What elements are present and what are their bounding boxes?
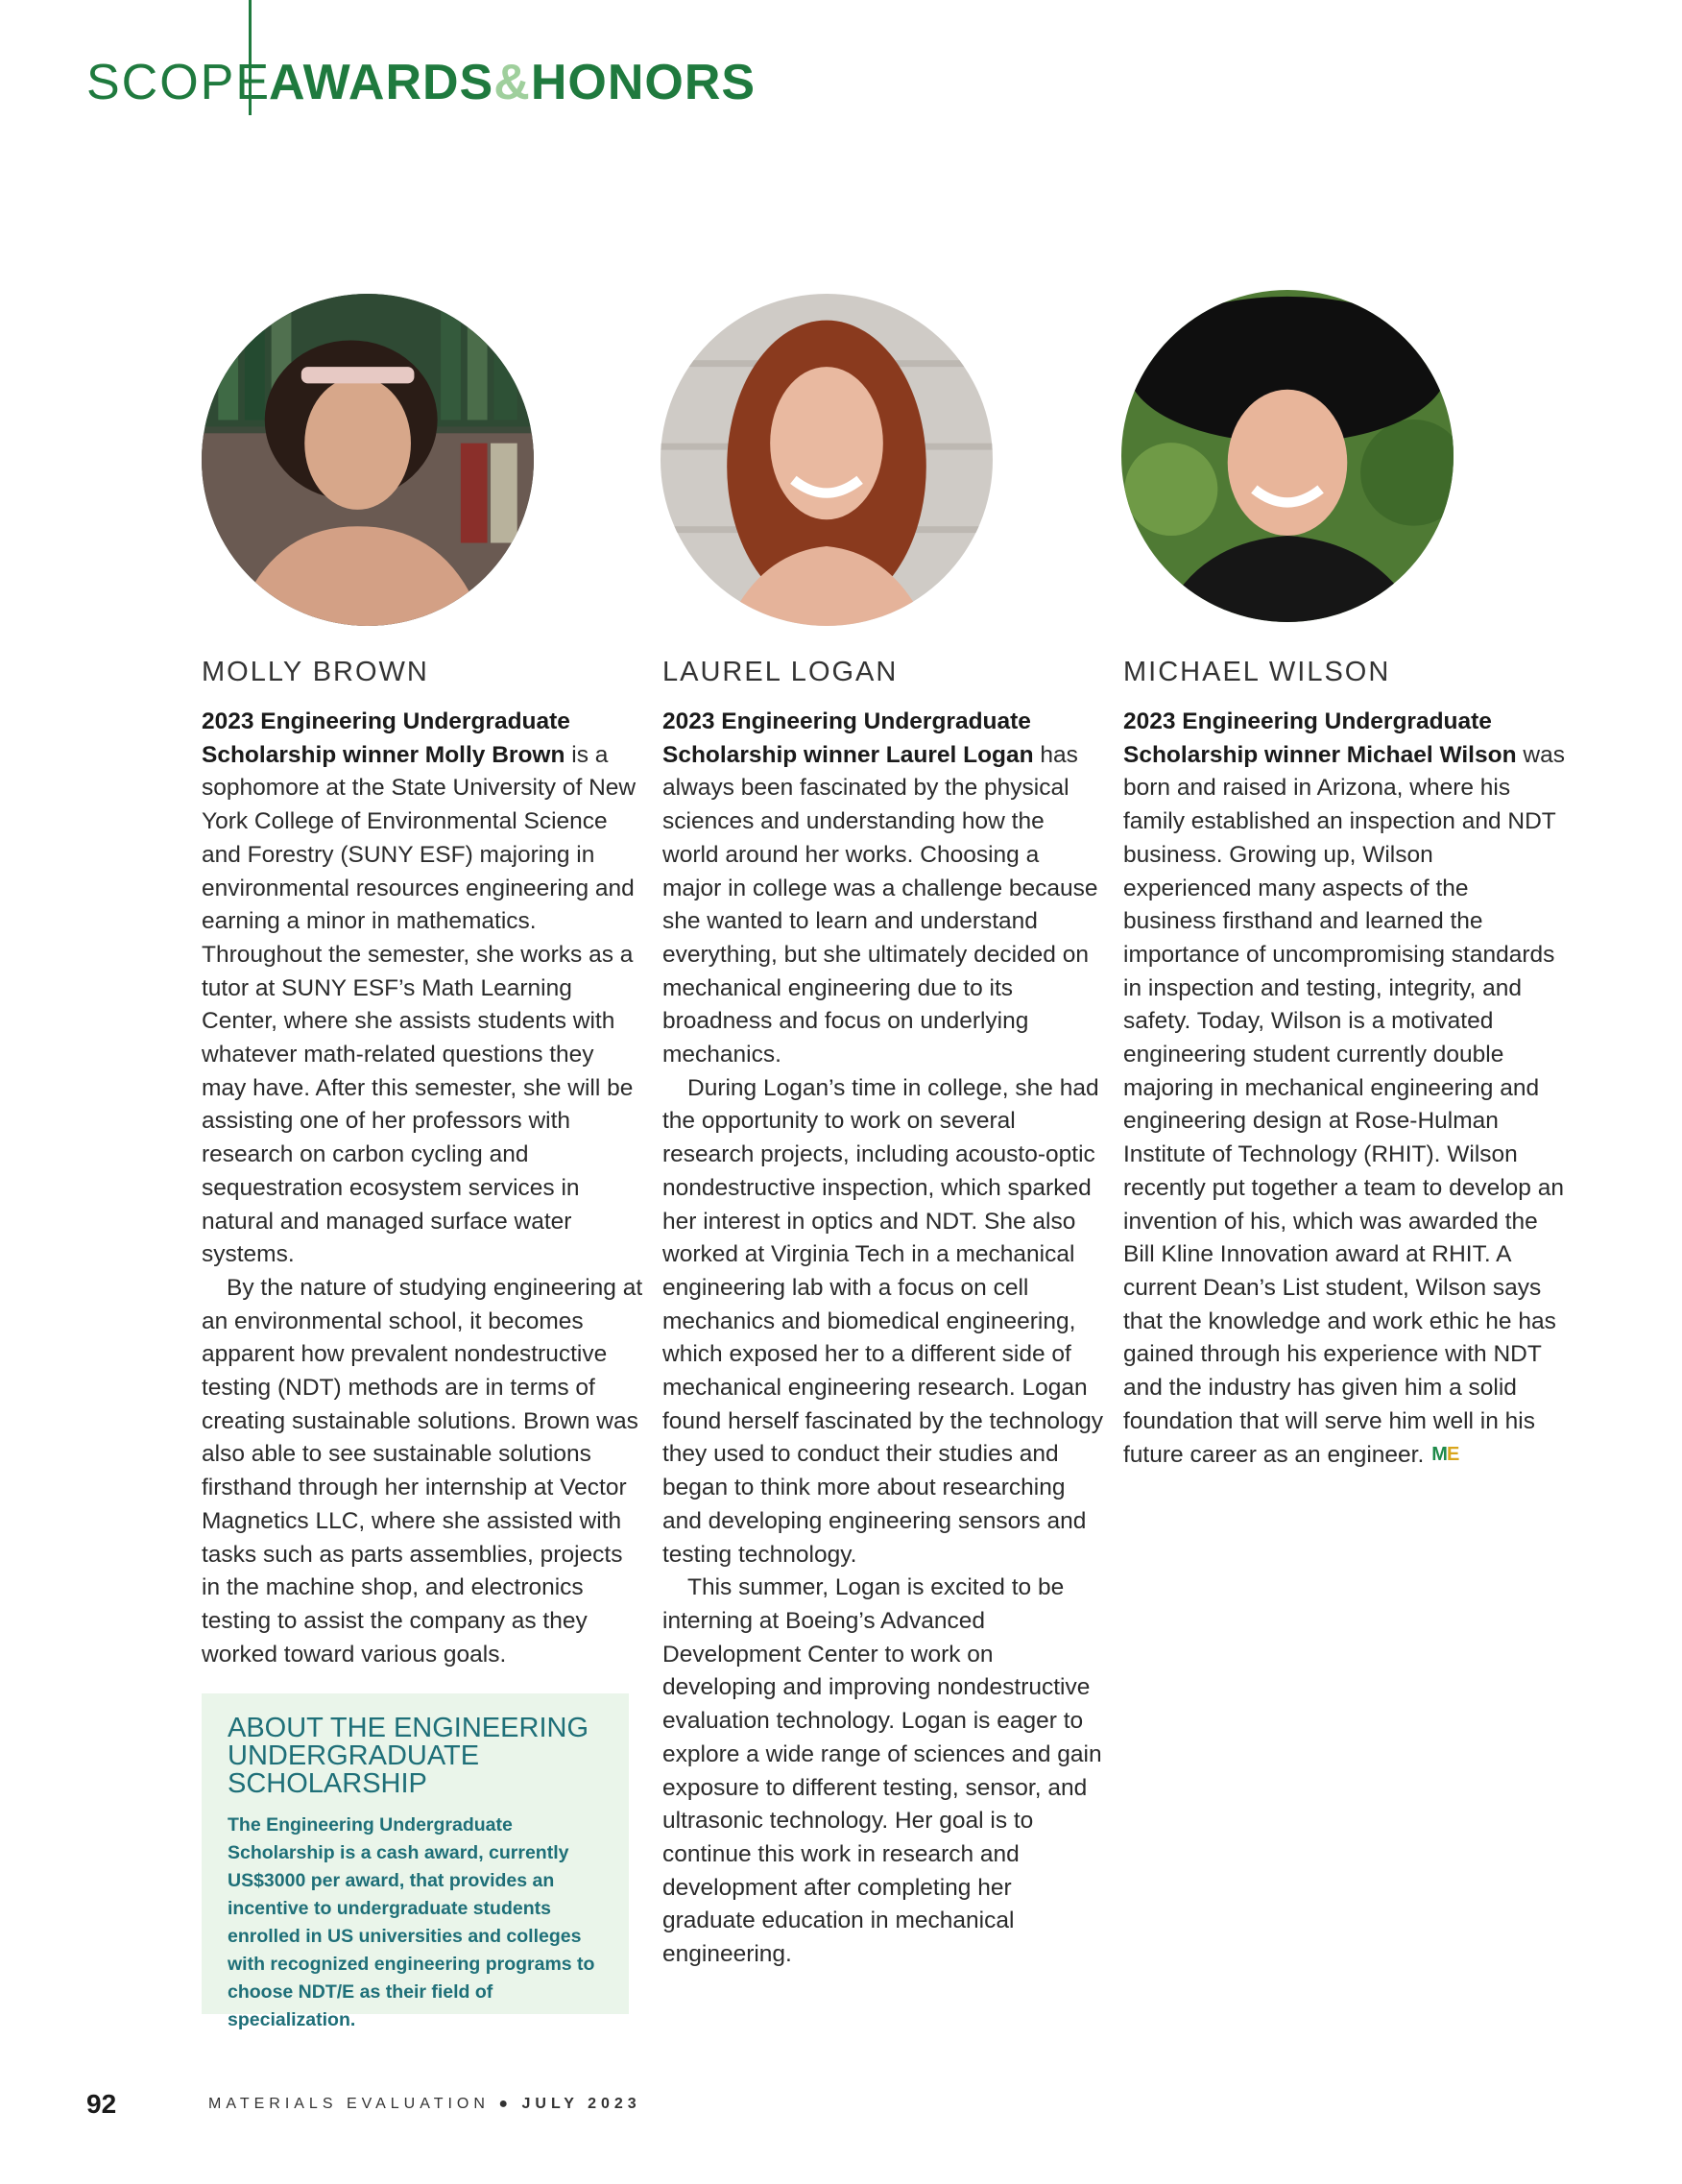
- page-number: 92: [86, 2089, 117, 2119]
- profile-lead: 2023 Engineering Undergraduate Scholarship winner Laurel Logan: [662, 708, 1034, 768]
- running-footer: MATERIALS EVALUATION ● JULY 2023: [208, 2096, 641, 2112]
- portrait-laurel-logan: [661, 294, 993, 626]
- profile-name: LAUREL LOGAN: [662, 657, 899, 687]
- profile-lead: 2023 Engineering Undergraduate Scholarship winner Michael Wilson: [1123, 708, 1517, 768]
- info-box-title: ABOUT THE ENGINEERING UNDERGRADUATE SCHOLARSHIP: [228, 1713, 589, 1799]
- profile-michael-wilson: [1123, 657, 1565, 1473]
- profile-paragraph: During Logan’s time in college, she had the opportunity to work on several research projects, including acousto-optic nondestructive inspection, which sparked her interest in optics and NDT. She also worked at Virginia Tech in a mechanical engineering lab with a focus on cell mechanics and biomedical engineering, which exposed her to a different side of mechanical engineering research. Logan found herself fascinated by the technology they used to conduct their studies and began to think more about researching and developing engineering sensors and testing technology.: [662, 1074, 1104, 1568]
- profile-paragraph: This summer, Logan is excited to be interning at Boeing’s Advanced Development Center to work on developing and improving nondestructive evaluation technology. Logan is eager to explore a wide range of sciences and gain exposure to different testing, sensor, and ultrasonic technology. Her goal is to continue this work in research and development after completing her graduate education in mechanical engineering.: [662, 1574, 1102, 1968]
- section-label: SCOPE: [86, 55, 272, 110]
- profile-molly-brown: [202, 657, 643, 1671]
- profile-lead: 2023 Engineering Undergraduate Scholarship winner Molly Brown: [202, 708, 570, 768]
- profile-laurel-logan: [662, 657, 1104, 1972]
- portrait-michael-wilson: [1121, 290, 1454, 622]
- profile-paragraph: 2023 Engineering Undergraduate Scholarship winner Michael Wilson was born and raised in Arizona, where his family established an inspection and NDT business. Growing up, Wilson experienced many aspects of the business firsthand and learned the importance of uncompromising standards in inspection and testing, integrity, and safety. Today, Wilson is a motivated engineering student currently double majoring in mechanical engineering and engineering design at Rose-Hulman Institute of Technology (RHIT). Wilson recently put together a team to develop an invention of his, which was awarded the Bill Kline Innovation award at RHIT. A current Dean’s List student, Wilson says that the knowledge and work ethic he has gained through his experience with NDT and the industry has given him a solid foundation that will serve him well in his future career as an engineer. ME: [1123, 706, 1565, 1473]
- profile-paragraph: 2023 Engineering Undergraduate Scholarship winner Molly Brown is a sophomore at the State University of New York College of Environmental Science and Forestry (SUNY ESF) majoring in environmental resources engineering and earning a minor in mathematics. Throughout the semester, she works as a tutor at SUNY ESF’s Math Learning Center, where she assists students with whatever math-related questions they may have. After this semester, she will be assisting one of her professors with research on carbon cycling and sequestration ecosystem services in natural and managed surface water systems.: [202, 708, 637, 1268]
- me-logo-icon: ME: [1431, 1444, 1459, 1466]
- scholarship-info-box: [202, 1693, 629, 2030]
- profile-name: MOLLY BROWN: [202, 657, 429, 687]
- info-box-text: The Engineering Undergraduate Scholarship is a cash award, currently US$3000 per award, that provides an incentive to undergraduate students enrolled in US universities and colleges with recognized engineering programs to choose NDT/E as their field of specialization.: [228, 1814, 595, 2030]
- profile-paragraph: 2023 Engineering Undergraduate Scholarship winner Laurel Logan has always been fascinated by the physical sciences and understanding how the world around her works. Choosing a major in college was a challenge because she wanted to learn and understand everything, but she ultimately decided on mechanical engineering due to its broadness and focus on underlying mechanics.: [662, 708, 1098, 1068]
- portrait-molly-brown: [202, 294, 534, 626]
- profile-name: MICHAEL WILSON: [1123, 657, 1391, 687]
- profile-paragraph: By the nature of studying engineering at an environmental school, it becomes apparent how prevalent nondestructive testing (NDT) methods are in terms of creating sustainable solutions. Brown was also able to see sustainable solutions firsthand through her internship at Vector Magnetics LLC, where she assisted with tasks such as parts assemblies, projects in the machine shop, and electronics testing to assist the company as they worked toward various goals.: [202, 1274, 643, 1668]
- page-title: AWARDS&HONORS: [269, 55, 757, 110]
